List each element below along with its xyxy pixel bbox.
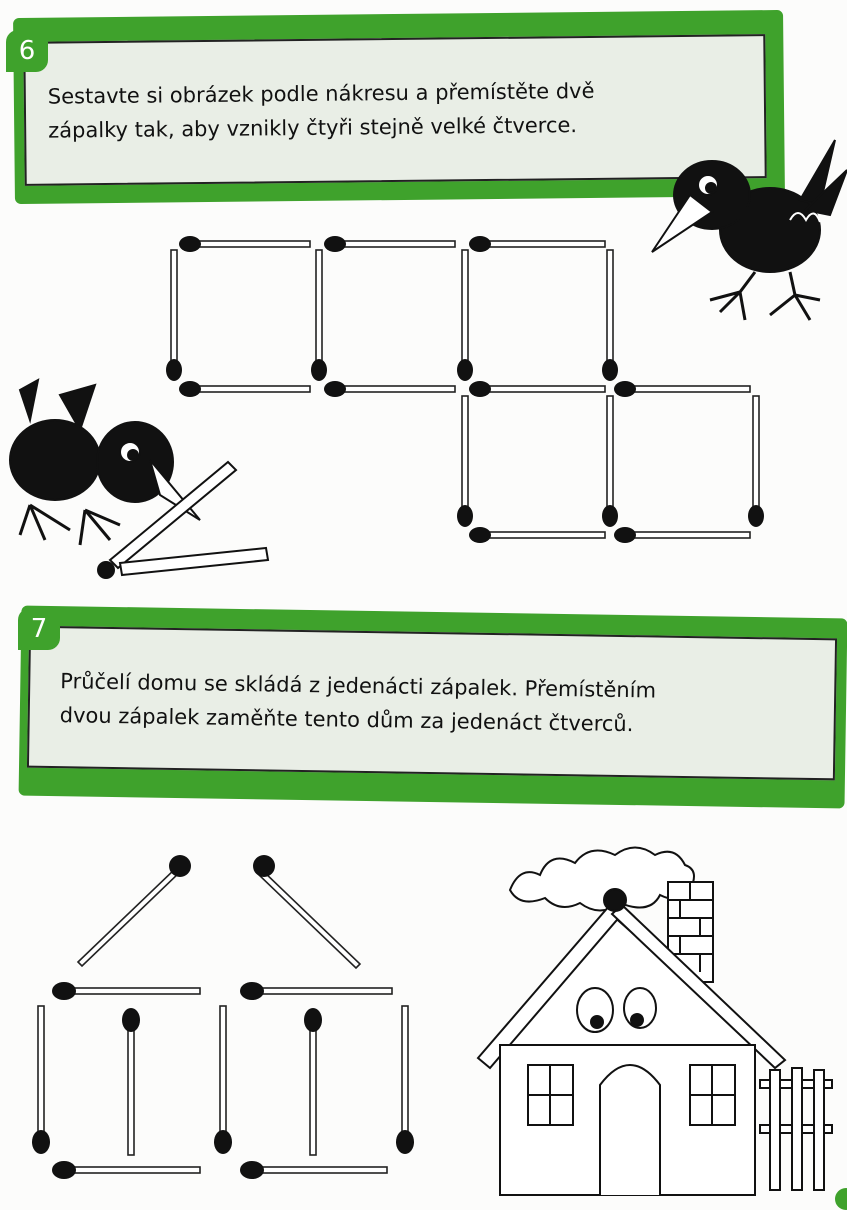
page-corner-mark bbox=[835, 1188, 847, 1210]
task-6-number: 6 bbox=[6, 30, 48, 72]
crow-icon bbox=[652, 140, 847, 320]
matchstick-puzzle-6 bbox=[171, 241, 759, 538]
task-6-line-1: Sestavte si obrázek podle nákresu a přemístěte dvě bbox=[47, 78, 595, 109]
crow-with-matches-icon bbox=[10, 380, 268, 578]
task-7-number: 7 bbox=[18, 608, 60, 650]
task-7-line-1: Průčelí domu se skládá z jedenácti zápalek. Přemístěním bbox=[60, 669, 657, 703]
task-6-line-2: zápalky tak, aby vznikly čtyři stejně velké čtverce. bbox=[48, 113, 578, 143]
task-7-line-2: dvou zápalek zaměňte tento dům za jedenáct čtverců. bbox=[59, 703, 634, 737]
matchstick-house-7 bbox=[38, 868, 408, 1173]
cartoon-house-icon bbox=[478, 848, 832, 1196]
